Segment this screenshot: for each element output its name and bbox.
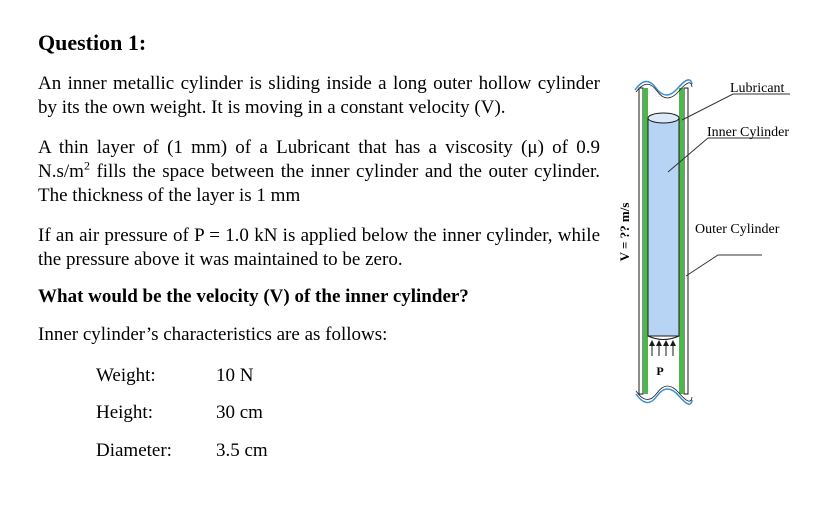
outer-cylinder-leader-line	[686, 255, 762, 276]
question-title: Question 1:	[38, 30, 147, 55]
inner-cylinder-body	[648, 118, 679, 336]
inner-cylinder-top	[648, 113, 679, 123]
paragraph-pressure: If an air pressure of P = 1.0 kN is applied below the inner cylinder, while the pressure above it was maintained to be zero.	[38, 225, 600, 270]
inner-cylinder-label: Inner Cylinder	[707, 125, 790, 140]
unit-superscript: 2	[83, 158, 90, 173]
outer-cylinder-left-wall	[639, 88, 643, 394]
lubricant-text-start: A thin layer of (1 mm) of a Lubricant that has a viscosity (μ) of 0.9 N.s/m	[38, 137, 600, 182]
spec-diameter-label: Diameter:	[96, 440, 172, 461]
lubricant-leader-line	[682, 94, 790, 120]
spec-diameter-value: 3.5 cm	[216, 440, 268, 461]
pressure-label: P	[656, 364, 664, 378]
paragraph-description: An inner metallic cylinder is sliding inside a long outer hollow cylinder by its the own weight. It is moving in a constant velocity (V).	[38, 73, 600, 118]
outer-cylinder-right-wall	[684, 88, 688, 394]
lubricant-layer-left	[643, 88, 648, 394]
lubricant-label: Lubricant	[730, 81, 785, 96]
lubricant-text-end: fills the space between the inner cylinder and the outer cylinder. The thickness of the layer is 1 mm	[38, 161, 600, 206]
velocity-label: V = ?? m/s	[617, 202, 632, 262]
specs-intro: Inner cylinder’s characteristics are as follows:	[38, 324, 388, 345]
outer-cylinder-label: Outer Cylinder	[695, 222, 780, 237]
question-prompt: What would be the velocity (V) of the inner cylinder?	[38, 286, 469, 307]
spec-height-value: 30 cm	[216, 402, 263, 423]
spec-height-label: Height:	[96, 402, 153, 423]
inner-cylinder-bottom-edge	[648, 336, 679, 340]
spec-weight-value: 10 N	[216, 365, 254, 386]
spec-weight-label: Weight:	[96, 365, 156, 386]
lubricant-layer-right	[679, 88, 684, 394]
